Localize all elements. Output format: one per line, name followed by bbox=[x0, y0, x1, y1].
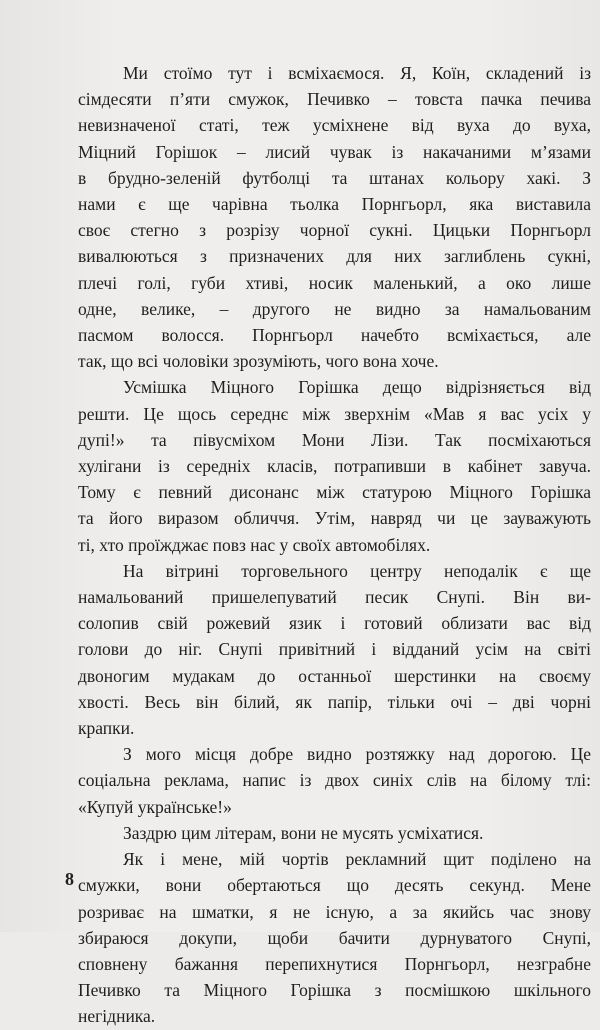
text-line: вивалюються з призначених для них заглиблень сукні, bbox=[78, 246, 591, 267]
text-line: смужки, вони обертаються що десять секунд. Мене bbox=[78, 875, 591, 896]
text-line: «Купуй українське!» bbox=[78, 796, 232, 817]
paragraph bbox=[78, 374, 591, 557]
text-line: ті, хто проїжджає повз нас у своїх автомобілях. bbox=[78, 534, 431, 555]
text-line: голови до ніг. Снупі привітний і відданий усім на світі bbox=[78, 639, 591, 660]
paragraph bbox=[78, 820, 591, 846]
paragraph bbox=[78, 741, 591, 820]
text-line: в брудно-зеленій футболці та штанах кольору хакі. З bbox=[78, 167, 591, 188]
text-line: Усмішка Міцного Горішка дещо відрізняється від bbox=[123, 377, 591, 398]
paragraph bbox=[78, 846, 591, 1029]
text-line: Як і мене, мій чортів рекламний щит поділено на bbox=[123, 849, 591, 870]
text-line: Міцний Горішок – лисий чувак із накачаними м’язами bbox=[78, 141, 591, 162]
text-line: розриває на шматки, я не існую, а за якийсь час знову bbox=[78, 901, 591, 922]
paragraph bbox=[78, 558, 591, 741]
text-line: Печивко та Міцного Горішка з посмішкою шкільного bbox=[78, 980, 591, 1001]
text-line: хвості. Весь він білий, як папір, тільки очі – дві чорні bbox=[78, 691, 591, 712]
text-line: нами є ще чарівна тьолка Порнгьорл, яка виставила bbox=[78, 194, 591, 215]
text-line: решти. Це щось середнє між зверхнім «Мав я вас усіх у bbox=[78, 403, 591, 424]
text-line: плечі голі, губи хтиві, носик маленький, а око лише bbox=[78, 272, 591, 293]
text-line: Заздрю цим літерам, вони не мусять усміхатися. bbox=[123, 822, 484, 843]
text-line: дупі!» та півусміхом Мони Лізи. Так посміхаються bbox=[78, 429, 591, 450]
text-line: невизначеної статі, теж усміхнене від вуха до вуха, bbox=[78, 115, 591, 136]
text-line: так, що всі чоловіки зрозуміють, чого вона хоче. bbox=[78, 351, 439, 372]
text-line: Ми стоїмо тут і всміхаємося. Я, Коїн, складений із bbox=[123, 63, 591, 83]
text-line: збираюся докупи, щоби бачити дурнуватого Снупі, bbox=[78, 927, 591, 948]
text-line: сімдесяти п’яти смужок, Печивко – товста пачка печива bbox=[78, 89, 591, 110]
text-line: сповнену бажання перепихнутися Порнгьорл, незграбне bbox=[78, 953, 591, 974]
body-text bbox=[78, 60, 591, 1030]
text-line: двоногим мудакам до останньої шерстинки на своєму bbox=[78, 665, 591, 686]
text-line: соціальна реклама, напис із двох синіх слів на білому тлі: bbox=[78, 770, 591, 791]
text-line: та його виразом обличчя. Утім, навряд чи це зауважують bbox=[78, 508, 591, 529]
text-line: Тому є певний дисонанс між статурою Міцного Горішка bbox=[78, 482, 591, 503]
text-line: своє стегно з розрізу чорної сукні. Цицьки Порнгьорл bbox=[78, 220, 591, 241]
text-line: одне, велике, – другого не видно за намальованим bbox=[78, 298, 591, 319]
text-line: крапки. bbox=[78, 718, 135, 739]
text-line: пасмом волосся. Порнгьорл начебто всміхається, але bbox=[78, 325, 591, 346]
page-number: 8 bbox=[65, 869, 74, 889]
text-line: На вітрині торговельного центру неподалік є ще bbox=[123, 560, 591, 581]
text-line: негідника. bbox=[78, 1006, 156, 1027]
text-line: солопив свій рожевий язик і готовий облизати вас від bbox=[78, 613, 591, 634]
text-line: З мого місця добре видно розтяжку над дорогою. Це bbox=[123, 744, 591, 765]
text-line: намальований пришелепуватий песик Снупі. Він ви- bbox=[78, 587, 591, 608]
text-line: хулігани із середніх класів, потрапивши в кабінет завуча. bbox=[78, 456, 591, 477]
paragraph bbox=[78, 60, 591, 374]
